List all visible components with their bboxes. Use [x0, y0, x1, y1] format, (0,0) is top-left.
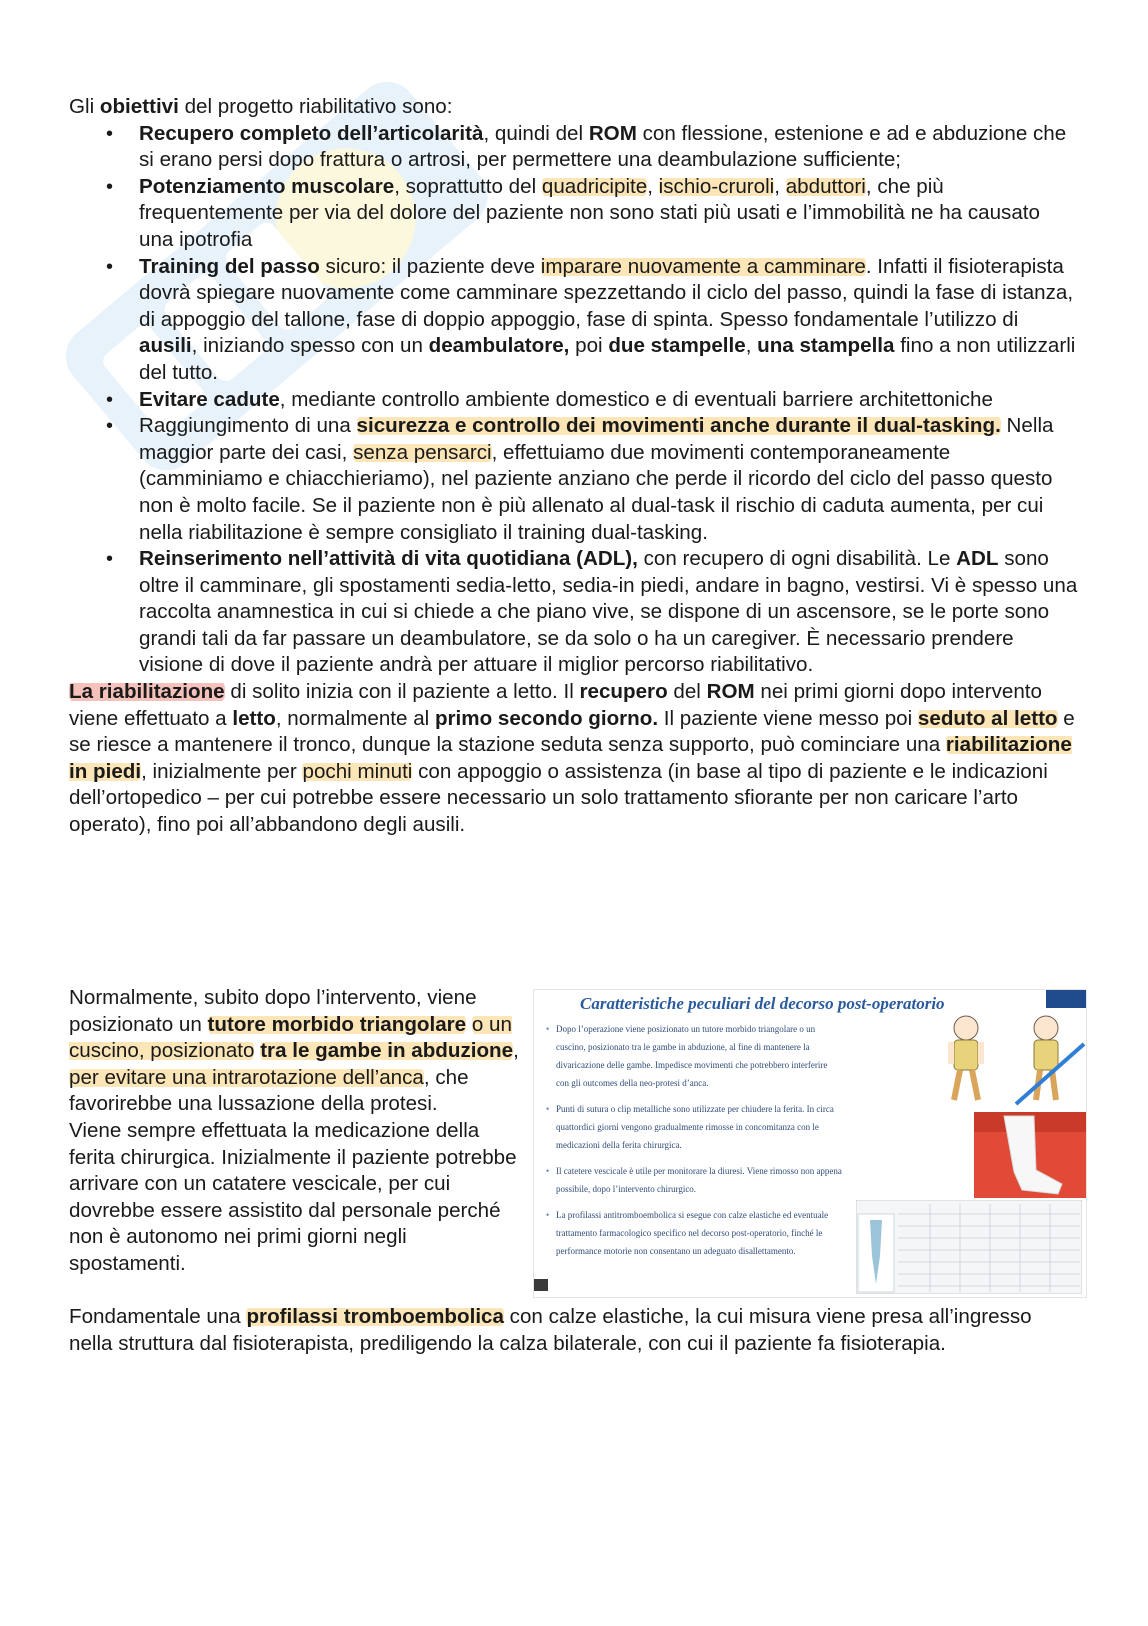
- text: del: [667, 680, 707, 704]
- slide-list: [542, 1020, 842, 1268]
- bold-text: due stampelle: [608, 334, 746, 358]
- highlighted-text: tutore morbido triangolare: [207, 1012, 467, 1036]
- text: ,: [513, 1039, 519, 1063]
- text: di solito inizia con il paziente a letto. Il: [224, 680, 580, 704]
- text: , soprattutto del: [394, 174, 542, 198]
- highlighted-text: o un cuscino, posizionato: [69, 1012, 512, 1063]
- text: e se riesce a mantenere il tronco, dunque la stazione seduta senza supporto, può cominciare una: [69, 706, 1075, 757]
- text: Il paziente viene messo poi: [658, 706, 918, 730]
- list-item: [69, 174, 1079, 254]
- list-item: [69, 254, 1079, 387]
- text: del progetto riabilitativo sono:: [178, 95, 453, 118]
- text: [466, 1013, 472, 1036]
- text: poi: [569, 334, 609, 358]
- text: . Infatti il fisioterapista dovrà spiegare nuovamente come camminare spezzettando il ciclo del passo, quindi la fase di istanza, di appoggio del tallone, fase di doppio appoggio, fase di spinta. Spesso fondamentale l’utilizzo di: [139, 254, 1074, 331]
- highlighted-text: profilassi tromboembolica: [246, 1305, 504, 1328]
- lower-left-text: [69, 985, 529, 1278]
- highlighted-text: seduto al letto: [917, 706, 1058, 730]
- highlighted-text: tra le gambe in abduzione: [260, 1039, 514, 1063]
- text: con recupero di ogni disabilità. Le: [637, 547, 957, 571]
- list-item: [69, 413, 1079, 546]
- highlighted-text: pochi minuti: [302, 759, 413, 783]
- bold-text: recupero: [579, 680, 668, 704]
- intro-paragraph: [69, 94, 1079, 121]
- text: Normalmente, subito dopo l’intervento, viene posizionato un: [69, 986, 477, 1036]
- text: , che più frequentemente per via del dolore del paziente non sono stati più usati e l’immobilità ne ha causato una ipotrofia: [139, 174, 1040, 251]
- text: Fondamentale una: [69, 1305, 247, 1328]
- text: ,: [745, 334, 758, 358]
- prophylaxis-paragraph: [69, 1304, 1079, 1357]
- slide-list-item: • Dopo l’operazione viene posizionato un tutore morbido triangolare o un cuscino, posizionato tra le gambe in abduzione, al fine di mantenere la divaricazione delle gambe. Impedisce movimenti che potrebbero interferire con gli outcomes della neo-protesi d’anca.: [542, 1020, 842, 1092]
- highlighted-text: abduttori: [785, 174, 866, 198]
- text: , inizialmente per: [141, 759, 303, 783]
- highlighted-text: senza pensarci: [353, 440, 492, 464]
- bold-text: obiettivi: [99, 95, 179, 118]
- patient-figure-illustration: [938, 1008, 1086, 1108]
- text: con flessione, estenione e ad e abduzione che si erano persi dopo frattura o artrosi, per permettere una deambulazione sufficiente;: [139, 121, 1067, 172]
- bold-text: ROM: [588, 121, 637, 145]
- bold-text: una stampella: [757, 334, 895, 358]
- bold-text: Training del passo: [139, 254, 320, 278]
- text: Gli: [69, 95, 100, 118]
- text: nei primi giorni dopo intervento viene effettuato a: [69, 680, 1042, 730]
- list-item: [69, 121, 1079, 174]
- bold-text: Reinserimento nell’attività di vita quotidiana (ADL),: [139, 547, 638, 571]
- highlighted-text: riabilitazione in piedi: [69, 733, 1072, 783]
- bold-text: ROM: [706, 680, 755, 704]
- text: , effettuiamo due movimenti contemporaneamente (camminiamo e chiacchieriamo), nel paziente anziano che perde il ricordo del ciclo del passo questo non è molto facile. Se il paziente non è più allenato al dual-task il rischio di caduta aumenta, per cui nella riabilitazione è sempre consigliato il training dual-tasking.: [139, 440, 1053, 544]
- bold-text: Potenziamento muscolare: [139, 174, 395, 198]
- highlighted-text: sicurezza e controllo dei movimenti anche durante il dual-tasking.: [356, 414, 1001, 438]
- text: sicuro: il paziente deve: [319, 254, 541, 278]
- bold-text: letto: [232, 706, 276, 730]
- brace-paragraph: [69, 985, 529, 1118]
- objectives-list: [69, 121, 1079, 679]
- highlighted-text: La riabilitazione: [69, 680, 225, 704]
- slide-list-item: • Punti di sutura o clip metalliche sono utilizzate per chiudere la ferita. In circa quattordici giorni vengono gradualmente rimosse in concomitanza con le medicazioni della ferita chirurgica.: [542, 1100, 842, 1154]
- slide-image: [534, 990, 1086, 1297]
- highlighted-text: imparare nuovamente a camminare: [540, 254, 866, 278]
- bold-text: deambulatore,: [428, 334, 570, 358]
- highlighted-text: ischio-cruroli: [658, 174, 775, 198]
- bold-text: ADL: [956, 547, 999, 571]
- text: ,: [647, 174, 659, 198]
- highlighted-text: per evitare una intrarotazione dell’anca: [69, 1065, 424, 1089]
- slide-list-item: • Il catetere vescicale è utile per monitorare la diuresi. Viene rimosso non appena possibile, dopo l’intervento chirurgico.: [542, 1162, 842, 1198]
- text: fino a non utilizzarli del tutto.: [139, 334, 1076, 384]
- stocking-size-table: [856, 1200, 1082, 1294]
- text: Nella maggior parte dei casi,: [139, 414, 1054, 464]
- slide-list-item: • La profilassi antitromboembolica si esegue con calze elastiche ed eventuale trattamento farmacologico specifico nel decorso post-operatorio, finché le performance motorie non consentano un adeguato disallettamento.: [542, 1206, 842, 1260]
- text: ,: [774, 174, 786, 198]
- rehab-paragraph: [69, 679, 1079, 839]
- final-text: [69, 1304, 1079, 1357]
- slide-header-bar: [1046, 990, 1086, 1008]
- wound-paragraph: Viene sempre effettuata la medicazione della ferita chirurgica. Inizialmente il paziente potrebbe arrivare con un catatere vescicale, per cui dovrebbe essere assistito dal personale perché non è autonomo nei primi giorni negli spostamenti.: [69, 1118, 517, 1275]
- text: , iniziando spesso con un: [191, 334, 429, 358]
- bold-text: primo secondo giorno.: [434, 706, 659, 730]
- slide-title: Caratteristiche peculiari del decorso post-operatorio: [580, 994, 945, 1013]
- slide-corner-mark: [534, 1279, 548, 1291]
- text: , quindi del: [483, 121, 589, 145]
- main-text: [69, 94, 1079, 839]
- bold-text: Recupero completo dell’articolarità: [139, 121, 484, 145]
- list-item: [69, 546, 1079, 679]
- highlighted-text: quadricipite: [541, 174, 648, 198]
- text: sono oltre il camminare, gli spostamenti sedia-letto, sedia-in piedi, andare in bagno, vestirsi. Vi è spesso una raccolta anamnestica in cui si chiede a che piano vive, se dispone di un ascensore, se le porte sono grandi tali da far passare un deambulatore, se da solo o ha un caregiver. È necessario prendere visione di dove il paziente andrà per attuare il miglior percorso riabilitativo.: [139, 547, 1078, 677]
- text: Raggiungimento di una: [139, 414, 357, 438]
- elastic-stocking-photo: [974, 1112, 1086, 1198]
- text: , normalmente al: [275, 706, 435, 730]
- bold-text: ausili: [139, 334, 192, 358]
- text: con calze elastiche, la cui misura viene presa all’ingresso nella struttura dal fisioterapista, prediligendo la calza bilaterale, con cui il paziente fa fisioterapia.: [69, 1305, 1032, 1355]
- text: , che favorirebbe una lussazione della protesi.: [69, 1065, 469, 1116]
- text: con appoggio o assistenza (in base al tipo di paziente e le indicazioni dell’ortopedico – per cui potrebbe essere necessario un solo trattamento sfiorante per non caricare l’arto operato), fino poi all’abbandono degli ausili.: [69, 759, 1048, 837]
- bold-text: Evitare cadute: [139, 387, 280, 411]
- list-item: [69, 387, 1079, 414]
- text: , mediante controllo ambiente domestico e di eventuali barriere architettoniche: [279, 387, 993, 411]
